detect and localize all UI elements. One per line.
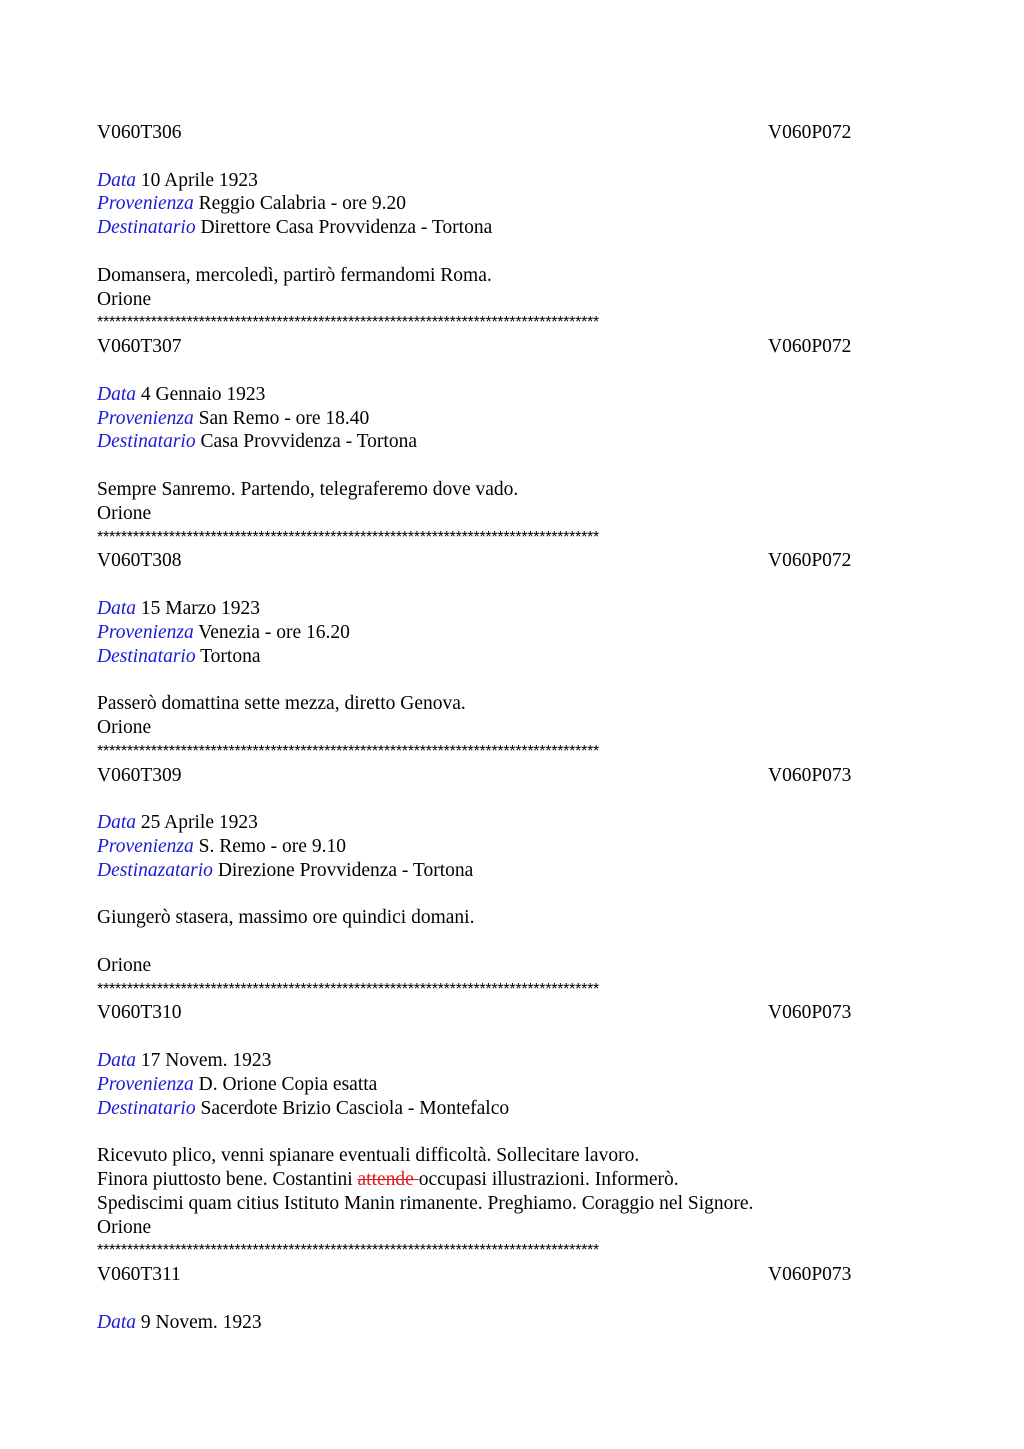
entry-codes xyxy=(97,549,927,573)
date-line xyxy=(97,597,927,621)
telegram-code: V060T306 xyxy=(97,122,182,143)
origin-label: Provenienza xyxy=(97,835,194,857)
message-text: Domansera, mercoledì, partirò fermandomi Roma. xyxy=(97,264,492,286)
origin-value: San Remo - ore 18.40 xyxy=(198,407,370,429)
recipient-label: Destinatario xyxy=(97,1097,196,1119)
date-label: Data xyxy=(97,1050,136,1072)
recipient-value: Direzione Provvidenza - Tortona xyxy=(217,859,474,881)
origin-line xyxy=(97,621,927,645)
date-line xyxy=(97,383,927,407)
origin-value: D. Orione Copia esatta xyxy=(198,1073,378,1095)
telegram-code: V060T309 xyxy=(97,764,182,786)
message-text: Spediscimi quam citius Istituto Manin rimanente. Preghiamo. Coraggio nel Signore. xyxy=(97,1192,754,1214)
date-line xyxy=(97,1311,927,1335)
separator-line: ************************************************************************************ xyxy=(97,528,600,546)
recipient-value: Sacerdote Brizio Casciola - Montefalco xyxy=(200,1097,510,1119)
date-value: 10 Aprile 1923 xyxy=(140,169,258,191)
origin-label: Provenienza xyxy=(97,1073,194,1095)
telegram-code: V060T308 xyxy=(97,550,182,572)
recipient-value: Tortona xyxy=(200,645,261,667)
recipient-label: Destinatario xyxy=(97,217,196,239)
signature: Orione xyxy=(97,288,152,310)
recipient-value: Casa Provvidenza - Tortona xyxy=(200,431,417,453)
telegram-code: V060T311 xyxy=(97,1264,181,1286)
message-text: Ricevuto plico, venni spianare eventuali difficoltà. Sollecitare lavoro. xyxy=(97,1145,640,1167)
origin-value: S. Remo - ore 9.10 xyxy=(198,835,346,857)
signature: Orione xyxy=(97,502,152,524)
telegram-entry xyxy=(97,1001,927,1263)
origin-label: Provenienza xyxy=(97,193,194,215)
telegram-code: V060T310 xyxy=(97,1002,182,1024)
page-code: V060P073 xyxy=(768,1002,852,1024)
entry-codes xyxy=(97,1001,927,1025)
document-page xyxy=(97,121,927,1335)
entry-codes xyxy=(97,335,927,359)
message-text: Giungerò stasera, massimo ore quindici domani. xyxy=(97,907,475,929)
date-value: 15 Marzo 1923 xyxy=(140,597,261,619)
message-text: Sempre Sanremo. Partendo, telegraferemo dove vado. xyxy=(97,478,519,500)
origin-line xyxy=(97,835,927,859)
date-line xyxy=(97,811,927,835)
message-text xyxy=(97,1168,927,1192)
separator-line: ************************************************************************************ xyxy=(97,980,600,998)
page-code: V060P072 xyxy=(768,122,852,143)
date-value: 17 Novem. 1923 xyxy=(140,1050,272,1072)
origin-value: Venezia - ore 16.20 xyxy=(198,621,350,643)
signature: Orione xyxy=(97,716,152,738)
telegram-code: V060T307 xyxy=(97,336,182,358)
deleted-text: attende xyxy=(357,1169,419,1191)
origin-line xyxy=(97,192,927,216)
date-line xyxy=(97,1049,927,1073)
date-label: Data xyxy=(97,597,136,619)
entry-codes xyxy=(97,1263,927,1287)
signature: Orione xyxy=(97,1216,152,1238)
recipient-label: Destinatario xyxy=(97,431,196,453)
date-label: Data xyxy=(97,169,136,191)
separator-line: ************************************************************************************ xyxy=(97,742,600,760)
date-value: 25 Aprile 1923 xyxy=(140,812,258,834)
telegram-entry xyxy=(97,764,927,1002)
separator-line: ************************************************************************************ xyxy=(97,314,600,332)
telegram-entry xyxy=(97,549,927,763)
recipient-line xyxy=(97,645,927,669)
date-label: Data xyxy=(97,1311,136,1333)
recipient-line xyxy=(97,430,927,454)
origin-line xyxy=(97,407,927,431)
entry-codes xyxy=(97,121,927,145)
recipient-line xyxy=(97,859,927,883)
page-code: V060P073 xyxy=(768,1264,852,1286)
recipient-line xyxy=(97,1097,927,1121)
recipient-label: Destinatario xyxy=(97,645,196,667)
origin-label: Provenienza xyxy=(97,407,194,429)
telegram-entry xyxy=(97,121,927,335)
entry-codes xyxy=(97,764,927,788)
origin-value: Reggio Calabria - ore 9.20 xyxy=(198,193,407,215)
recipient-line xyxy=(97,216,927,240)
page-code: V060P072 xyxy=(768,550,852,572)
recipient-label: Destinazatario xyxy=(97,859,213,881)
date-value: 9 Novem. 1923 xyxy=(140,1311,262,1333)
separator-line: ************************************************************************************ xyxy=(97,1242,600,1260)
page-code: V060P072 xyxy=(768,336,852,358)
date-value: 4 Gennaio 1923 xyxy=(140,383,266,405)
date-line xyxy=(97,169,927,193)
message-fragment: Finora piuttosto bene. Costantini xyxy=(97,1169,358,1191)
telegram-entry xyxy=(97,1263,927,1334)
origin-line xyxy=(97,1073,927,1097)
recipient-value: Direttore Casa Provvidenza - Tortona xyxy=(200,217,493,239)
message-fragment: occupasi illustrazioni. Informerò. xyxy=(418,1169,679,1191)
date-label: Data xyxy=(97,812,136,834)
message-text: Passerò domattina sette mezza, diretto Genova. xyxy=(97,693,466,715)
telegram-entry xyxy=(97,335,927,549)
page-code: V060P073 xyxy=(768,764,852,786)
origin-label: Provenienza xyxy=(97,621,194,643)
signature: Orione xyxy=(97,954,152,976)
date-label: Data xyxy=(97,383,136,405)
